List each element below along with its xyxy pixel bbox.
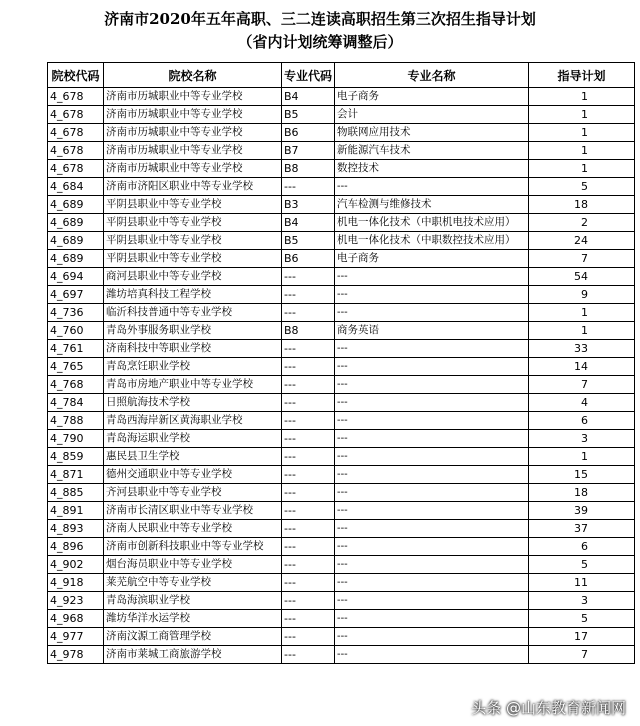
table-row [48, 142, 635, 160]
cell-guide-plan: 54 [529, 268, 635, 286]
cell-guide-plan: 1 [529, 88, 635, 106]
table-row [48, 124, 635, 142]
table-row [48, 304, 635, 322]
cell-guide-plan: 7 [529, 376, 635, 394]
cell-major-code: B6 [282, 124, 335, 142]
cell-major-name: --- [335, 448, 529, 466]
cell-school-name: 平阴县职业中等专业学校 [104, 250, 282, 268]
cell-school-code: 4_689 [48, 214, 104, 232]
cell-school-name: 济南市创新科技职业中等专业学校 [104, 538, 282, 556]
cell-major-name: --- [335, 520, 529, 538]
cell-school-name: 济南市历城职业中等专业学校 [104, 142, 282, 160]
cell-major-name: --- [335, 394, 529, 412]
cell-major-code: --- [282, 610, 335, 628]
cell-school-code: 4_689 [48, 232, 104, 250]
table-row [48, 448, 635, 466]
plan-table [47, 62, 635, 664]
cell-guide-plan: 3 [529, 430, 635, 448]
cell-school-code: 4_760 [48, 322, 104, 340]
table-row [48, 196, 635, 214]
cell-guide-plan: 24 [529, 232, 635, 250]
cell-major-code: B8 [282, 322, 335, 340]
cell-guide-plan: 1 [529, 124, 635, 142]
cell-school-name: 德州交通职业中等专业学校 [104, 466, 282, 484]
cell-major-code: --- [282, 646, 335, 664]
cell-major-name: --- [335, 340, 529, 358]
cell-major-code: B4 [282, 214, 335, 232]
cell-major-code: --- [282, 484, 335, 502]
cell-school-name: 临沂科技普通中等专业学校 [104, 304, 282, 322]
table-row [48, 412, 635, 430]
cell-major-code: --- [282, 574, 335, 592]
cell-school-name: 济南科技中等职业学校 [104, 340, 282, 358]
cell-guide-plan: 18 [529, 484, 635, 502]
cell-major-code: --- [282, 448, 335, 466]
cell-major-code: --- [282, 286, 335, 304]
table-row [48, 466, 635, 484]
table-row [48, 556, 635, 574]
cell-major-name: 汽车检测与维修技术 [335, 196, 529, 214]
table-row [48, 430, 635, 448]
cell-school-name: 莱芜航空中等专业学校 [104, 574, 282, 592]
table-row [48, 502, 635, 520]
table-row [48, 214, 635, 232]
cell-guide-plan: 7 [529, 250, 635, 268]
cell-major-name: 电子商务 [335, 88, 529, 106]
cell-guide-plan: 1 [529, 322, 635, 340]
cell-guide-plan: 5 [529, 610, 635, 628]
cell-school-code: 4_918 [48, 574, 104, 592]
cell-school-code: 4_902 [48, 556, 104, 574]
header-school-name: 院校名称 [104, 63, 282, 88]
table-row [48, 160, 635, 178]
cell-major-code: --- [282, 520, 335, 538]
cell-major-name: --- [335, 304, 529, 322]
cell-major-name: --- [335, 646, 529, 664]
table-row [48, 268, 635, 286]
cell-school-code: 4_923 [48, 592, 104, 610]
cell-major-name: --- [335, 592, 529, 610]
table-row [48, 376, 635, 394]
table-row [48, 394, 635, 412]
cell-school-code: 4_736 [48, 304, 104, 322]
cell-guide-plan: 6 [529, 538, 635, 556]
cell-school-name: 青岛烹饪职业学校 [104, 358, 282, 376]
cell-school-code: 4_689 [48, 250, 104, 268]
cell-major-name: --- [335, 502, 529, 520]
cell-major-code: --- [282, 628, 335, 646]
table-row [48, 286, 635, 304]
cell-guide-plan: 11 [529, 574, 635, 592]
cell-major-name: 商务英语 [335, 322, 529, 340]
cell-school-name: 潍坊培真科技工程学校 [104, 286, 282, 304]
cell-school-name: 济南汶源工商管理学校 [104, 628, 282, 646]
cell-major-code: B3 [282, 196, 335, 214]
cell-major-name: --- [335, 376, 529, 394]
cell-guide-plan: 6 [529, 412, 635, 430]
cell-school-code: 4_678 [48, 160, 104, 178]
cell-school-code: 4_885 [48, 484, 104, 502]
table-row [48, 232, 635, 250]
cell-school-code: 4_678 [48, 88, 104, 106]
cell-school-code: 4_684 [48, 178, 104, 196]
cell-major-code: B7 [282, 142, 335, 160]
cell-school-code: 4_689 [48, 196, 104, 214]
cell-school-code: 4_694 [48, 268, 104, 286]
cell-school-name: 济南市长清区职业中等专业学校 [104, 502, 282, 520]
table-header-row [48, 63, 635, 88]
cell-school-code: 4_697 [48, 286, 104, 304]
cell-guide-plan: 2 [529, 214, 635, 232]
cell-guide-plan: 39 [529, 502, 635, 520]
cell-major-code: B5 [282, 106, 335, 124]
cell-guide-plan: 1 [529, 304, 635, 322]
table-row [48, 106, 635, 124]
table-row [48, 610, 635, 628]
table-row [48, 592, 635, 610]
cell-guide-plan: 5 [529, 556, 635, 574]
cell-major-code: --- [282, 556, 335, 574]
cell-school-code: 4_768 [48, 376, 104, 394]
cell-major-name: 物联网应用技术 [335, 124, 529, 142]
cell-major-code: --- [282, 412, 335, 430]
cell-guide-plan: 17 [529, 628, 635, 646]
cell-school-name: 济南市历城职业中等专业学校 [104, 88, 282, 106]
cell-school-name: 青岛西海岸新区黄海职业学校 [104, 412, 282, 430]
cell-guide-plan: 15 [529, 466, 635, 484]
cell-school-code: 4_765 [48, 358, 104, 376]
cell-school-code: 4_968 [48, 610, 104, 628]
cell-school-name: 青岛外事服务职业学校 [104, 322, 282, 340]
cell-major-code: --- [282, 268, 335, 286]
cell-school-code: 4_678 [48, 142, 104, 160]
cell-school-code: 4_859 [48, 448, 104, 466]
cell-guide-plan: 4 [529, 394, 635, 412]
cell-major-code: --- [282, 538, 335, 556]
cell-guide-plan: 33 [529, 340, 635, 358]
table-row [48, 322, 635, 340]
header-school-code: 院校代码 [48, 63, 104, 88]
cell-guide-plan: 1 [529, 160, 635, 178]
cell-school-name: 济南市济阳区职业中等专业学校 [104, 178, 282, 196]
cell-school-name: 日照航海技术学校 [104, 394, 282, 412]
cell-school-code: 4_678 [48, 124, 104, 142]
cell-school-name: 潍坊华洋水运学校 [104, 610, 282, 628]
cell-guide-plan: 1 [529, 142, 635, 160]
cell-guide-plan: 1 [529, 448, 635, 466]
table-row [48, 250, 635, 268]
cell-major-code: B4 [282, 88, 335, 106]
cell-major-code: --- [282, 376, 335, 394]
cell-guide-plan: 9 [529, 286, 635, 304]
watermark [471, 697, 626, 718]
cell-major-code: --- [282, 340, 335, 358]
cell-guide-plan: 3 [529, 592, 635, 610]
document-subtitle: （省内计划统筹调整后） [237, 33, 403, 51]
cell-major-code: --- [282, 304, 335, 322]
table-row [48, 538, 635, 556]
cell-school-name: 青岛海滨职业学校 [104, 592, 282, 610]
table-row [48, 484, 635, 502]
cell-school-code: 4_896 [48, 538, 104, 556]
cell-major-code: --- [282, 178, 335, 196]
cell-major-name: --- [335, 430, 529, 448]
header-guide-plan: 指导计划 [529, 63, 635, 88]
cell-school-name: 烟台海员职业中等专业学校 [104, 556, 282, 574]
cell-major-name: --- [335, 538, 529, 556]
cell-school-name: 商河县职业中等专业学校 [104, 268, 282, 286]
cell-major-name: --- [335, 610, 529, 628]
cell-school-code: 4_790 [48, 430, 104, 448]
cell-school-code: 4_977 [48, 628, 104, 646]
cell-major-code: B8 [282, 160, 335, 178]
cell-major-name: 机电一体化技术（中职数控技术应用） [335, 232, 529, 250]
cell-school-name: 惠民县卫生学校 [104, 448, 282, 466]
cell-major-name: --- [335, 268, 529, 286]
cell-school-code: 4_784 [48, 394, 104, 412]
table-row [48, 520, 635, 538]
cell-guide-plan: 1 [529, 106, 635, 124]
cell-school-code: 4_871 [48, 466, 104, 484]
cell-school-name: 济南市历城职业中等专业学校 [104, 106, 282, 124]
cell-major-name: --- [335, 628, 529, 646]
cell-major-name: --- [335, 412, 529, 430]
cell-school-name: 平阴县职业中等专业学校 [104, 196, 282, 214]
cell-major-name: --- [335, 286, 529, 304]
cell-major-code: B5 [282, 232, 335, 250]
cell-major-name: --- [335, 358, 529, 376]
cell-major-name: 数控技术 [335, 160, 529, 178]
table-row [48, 574, 635, 592]
cell-major-code: B6 [282, 250, 335, 268]
cell-guide-plan: 7 [529, 646, 635, 664]
cell-major-code: --- [282, 592, 335, 610]
cell-guide-plan: 14 [529, 358, 635, 376]
cell-guide-plan: 37 [529, 520, 635, 538]
cell-school-code: 4_678 [48, 106, 104, 124]
table-row [48, 358, 635, 376]
cell-school-name: 青岛市房地产职业中等专业学校 [104, 376, 282, 394]
cell-major-name: 电子商务 [335, 250, 529, 268]
cell-major-name: --- [335, 556, 529, 574]
table-row [48, 646, 635, 664]
cell-major-name: --- [335, 574, 529, 592]
cell-school-name: 平阴县职业中等专业学校 [104, 214, 282, 232]
cell-school-name: 济南人民职业中等专业学校 [104, 520, 282, 538]
cell-guide-plan: 5 [529, 178, 635, 196]
table-row [48, 88, 635, 106]
cell-major-code: --- [282, 502, 335, 520]
cell-major-name: 机电一体化技术（中职机电技术应用） [335, 214, 529, 232]
header-major-name: 专业名称 [335, 63, 529, 88]
cell-school-name: 齐河县职业中等专业学校 [104, 484, 282, 502]
table-row [48, 628, 635, 646]
cell-school-name: 青岛海运职业学校 [104, 430, 282, 448]
cell-school-code: 4_978 [48, 646, 104, 664]
table-row [48, 340, 635, 358]
cell-major-code: --- [282, 430, 335, 448]
cell-school-code: 4_891 [48, 502, 104, 520]
cell-major-name: 新能源汽车技术 [335, 142, 529, 160]
cell-school-name: 平阴县职业中等专业学校 [104, 232, 282, 250]
cell-school-code: 4_788 [48, 412, 104, 430]
cell-school-code: 4_761 [48, 340, 104, 358]
table-row [48, 178, 635, 196]
watermark-text: 头条 @山东教育新闻网 [471, 699, 626, 717]
cell-major-name: --- [335, 178, 529, 196]
cell-major-name: 会计 [335, 106, 529, 124]
cell-school-name: 济南市历城职业中等专业学校 [104, 160, 282, 178]
header-major-code: 专业代码 [282, 63, 335, 88]
table-body [48, 88, 635, 664]
cell-school-name: 济南市莱城工商旅游学校 [104, 646, 282, 664]
cell-school-code: 4_893 [48, 520, 104, 538]
cell-major-code: --- [282, 358, 335, 376]
cell-major-name: --- [335, 466, 529, 484]
cell-major-code: --- [282, 394, 335, 412]
cell-major-code: --- [282, 466, 335, 484]
document-title: 济南市2020年五年高职、三二连读高职招生第三次招生指导计划 [104, 10, 536, 28]
cell-guide-plan: 18 [529, 196, 635, 214]
cell-school-name: 济南市历城职业中等专业学校 [104, 124, 282, 142]
cell-major-name: --- [335, 484, 529, 502]
